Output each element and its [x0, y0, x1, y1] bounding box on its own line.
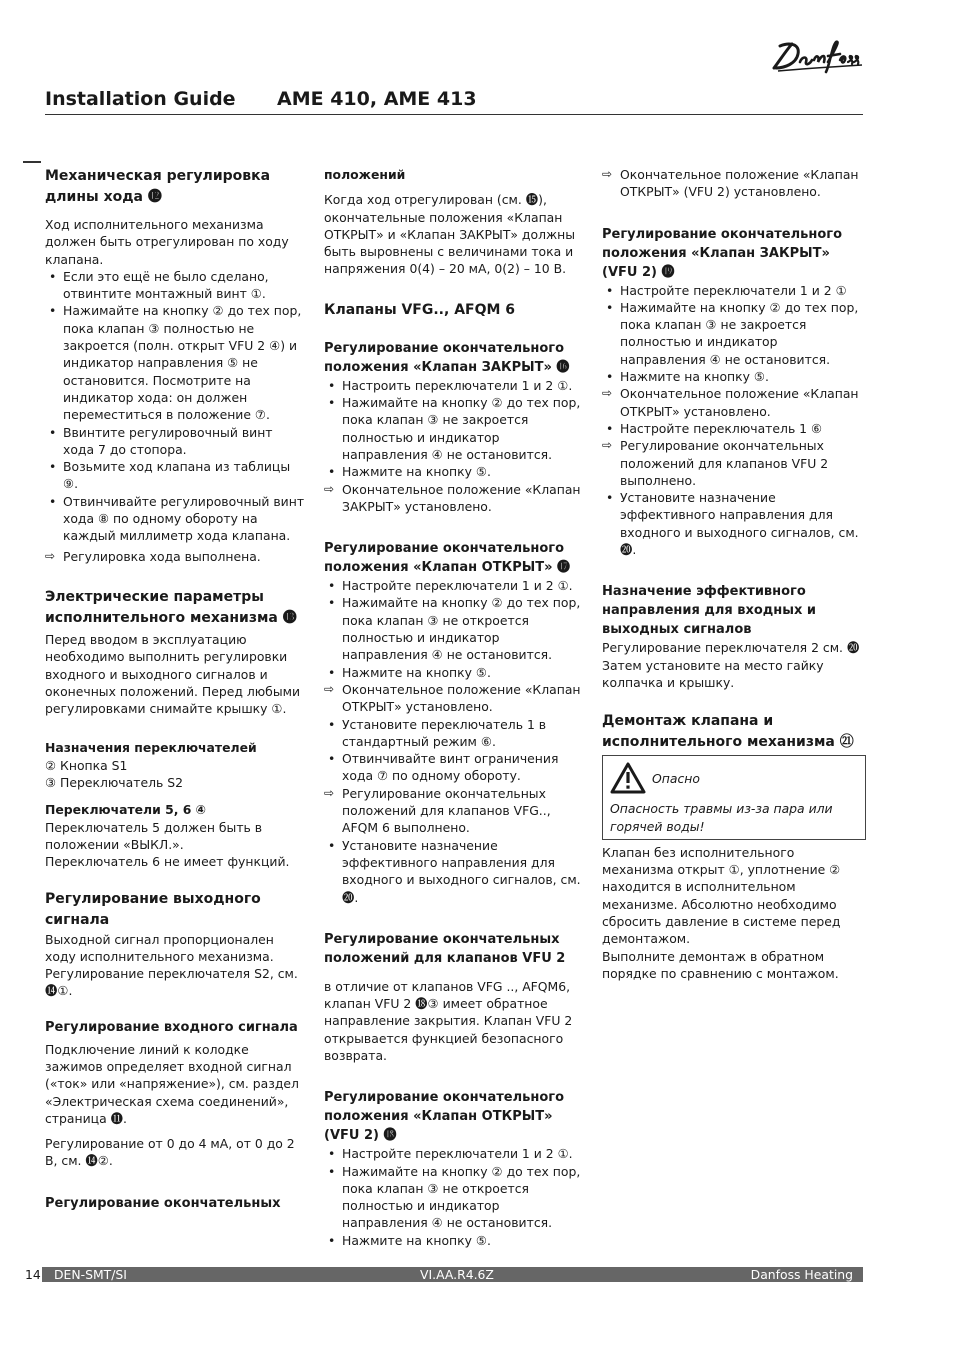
page-footer [23, 1267, 863, 1282]
title-installation-guide: Installation Guide [45, 88, 236, 110]
heading-dismantling: Демонтаж клапана и исполнительного механизма ㉑ [602, 713, 854, 751]
heading-output-signal: Регулирование выходного сигнала [45, 890, 261, 928]
result-item: ⇨ Окончательное положение «Клапан ЗАКРЫТ» установлено. [324, 481, 588, 516]
list-item: • Если это ещё не было сделано, отвинтите монтажный винт ①. [45, 268, 307, 303]
switch-line-2: ③ Переключатель S2 [45, 775, 183, 791]
result-item: ⇨ Окончательное положение «Клапан ОТКРЫТ» установлено. [324, 681, 588, 716]
footer-doc-number: VI.AA.R4.6Z [420, 1267, 494, 1282]
list-item: • Настроить переключатели 1 и 2 ①. [324, 377, 588, 394]
list-open-steps [324, 577, 588, 906]
heading-mechanical-stroke: Механическая регулировка длины хода ⓬ [45, 168, 271, 205]
heading-closed-position-vfu: Регулирование окончательного положения «Клапан ЗАКРЫТ» (VFU 2) ⓳ [602, 226, 843, 280]
list-item: • Нажмите на кнопку ⑤. [324, 463, 588, 480]
warning-triangle-icon [610, 762, 646, 794]
danger-warning-box [602, 755, 866, 840]
paragraph-electrical-params: Перед вводом в эксплуатацию необходимо выполнить регулировки входного и выходного сигналов и оконечных положений. Перед любыми регулировками снимайте крышку ①. [45, 631, 301, 717]
footer-code: DEN-SMT/SI [54, 1267, 127, 1282]
paragraph-output-signal: Выходной сигнал пропорционален ходу исполнительного механизма. Регулирование переключателя S2, см. ⓮①. [45, 931, 298, 999]
list-mechanical-steps [45, 268, 307, 565]
header-rule [45, 114, 863, 115]
list-item: • Настройте переключатели 1 и 2 ① [602, 282, 866, 299]
list-item: • Установите переключатель 1 в стандартный режим ⑥. [324, 716, 588, 751]
heading-closed-position: Регулирование окончательного положения «Клапан ЗАКРЫТ» ⓰ [324, 340, 570, 375]
heading-direction-assignment: Назначение эффективного направления для входных и выходных сигналов [602, 584, 817, 638]
warning-title: Опасно [652, 770, 700, 786]
title-model: AME 410, AME 413 [277, 88, 477, 110]
paragraph-mechanical-stroke: Ход исполнительного механизма должен быть отрегулирован по ходу клапана. [45, 217, 289, 267]
heading-valves-vfg: Клапаны VFG.., AFQM 6 [324, 301, 516, 318]
page-title [45, 88, 477, 110]
heading-open-position-vfu: Регулирование окончательного положения «Клапан ОТКРЫТ» (VFU 2) ⓲ [324, 1090, 565, 1144]
paragraph-input-signal-2: Регулирование от 0 до 4 мА, от 0 до 2 В, см. ⓮②. [45, 1136, 295, 1169]
switches-5-6-line-2: Переключатель 6 не имеет функций. [45, 854, 290, 870]
result-item: ⇨ Регулировка хода выполнена. [45, 548, 307, 565]
result-item: ⇨ Регулирование окончательных положений для клапанов VFU 2 выполнено. [602, 437, 866, 489]
paragraph-dismantling-2: Выполните демонтаж в обратном порядке по сравнению с монтажом. [602, 948, 839, 981]
list-item: • Возьмите ход клапана из таблицы ⑨. [45, 458, 307, 493]
paragraph-vfu: в отличие от клапанов VFG .., AFQM6, клапан VFU 2 ⓲③ имеет обратное направление закрытия. Клапан VFU 2 открывается функцией безопасного возврата. [324, 978, 573, 1063]
list-item: • Отвинчивайте винт ограничения хода ⑦ по одному обороту. [324, 750, 588, 785]
paragraph-direction-assignment: Регулирование переключателя 2 см. ⓴ Затем установите на место гайку колпачка и крышку. [602, 640, 860, 690]
list-item: • Ввинтите регулировочный винт хода 7 до стопора. [45, 424, 307, 459]
result-item: ⇨ Регулирование окончательных положений для клапанов VFG.., AFQM 6 выполнено. [324, 785, 588, 837]
heading-input-signal: Регулирование входного сигнала [45, 1019, 298, 1035]
footer-company: Danfoss Heating [750, 1267, 853, 1282]
warning-text: Опасность травмы из-за пара или горячей воды! [610, 801, 833, 834]
heading-end-positions: Регулирование окончательных [45, 1195, 281, 1211]
list-closed-steps [324, 377, 588, 515]
heading-vfu-end-positions: Регулирование окончательных положений для клапанов VFU 2 [324, 931, 566, 966]
list-item: • Нажмите на кнопку ⑤. [324, 1232, 588, 1249]
heading-switch-assignments: Назначения переключателей [45, 740, 257, 756]
list-item: • Установите назначение эффективного направления для входного и выходного сигналов, см. ⓴. [324, 837, 588, 906]
column-3 [602, 166, 866, 982]
switch-line-1: ② Кнопка S1 [45, 757, 128, 773]
danfoss-logo [770, 38, 866, 76]
column-1 [45, 166, 307, 1213]
paragraph-end-positions: Когда ход отрегулирован (см. ⓯), окончательные положения «Клапан ОТКРЫТ» и «Клапан ЗАКРЫТ» должны быть выровнены с величинами тока и напряжения 0(4) – 20 мА, 0(2) – 10 В. [324, 192, 576, 277]
list-open-vfu-steps [324, 1145, 588, 1249]
switches-5-6-line-1: Переключатель 5 должен быть в положении «ВЫКЛ.». [45, 819, 263, 852]
list-item: • Нажмите на кнопку ⑤. [602, 368, 866, 385]
page-number: 14 [25, 1267, 41, 1282]
list-item: • Нажимайте на кнопку ② до тех пор, пока клапан ③ не откроется полностью и индикатор направления ④ не остановится. [324, 1163, 588, 1232]
heading-open-position: Регулирование окончательного положения «Клапан ОТКРЫТ» ⓱ [324, 541, 570, 576]
list-item: • Нажимайте на кнопку ② до тех пор, пока клапан ③ не откроется полностью и индикатор направления ④ не остановится. [324, 594, 588, 663]
list-item: • Нажимайте на кнопку ② до тех пор, пока клапан ③ полностью не закроется (полн. открыт VFU 2 ④) и индикатор направления ⑤ не остановится. Посмотрите на индикатор хода: он должен переместиться в положение ⑦. [45, 302, 307, 423]
result-item: ⇨ Окончательное положение «Клапан ОТКРЫТ» установлено. [602, 385, 866, 420]
list-item: • Нажимайте на кнопку ② до тех пор, пока клапан ③ не закроется полностью и индикатор направления ④ не остановится. [602, 299, 866, 368]
heading-switches-5-6: Переключатели 5, 6 ④ [45, 802, 207, 818]
heading-end-positions-cont: положений [324, 167, 406, 182]
margin-mark [23, 161, 41, 163]
paragraph-dismantling-1: Клапан без исполнительного механизма открыт ①, уплотнение ② находится в исполнительном механизме. Абсолютно необходимо сбросить давление в системе перед демонтажом. [602, 844, 841, 947]
list-item: • Отвинчивайте регулировочный винт хода ⑧ по одному обороту на каждый миллиметр хода клапана. [45, 493, 307, 545]
list-open-vfu-result [602, 166, 866, 201]
paragraph-input-signal-1: Подключение линий к колодке зажимов определяет входной сигнал («ток» или «напряжение»), см. раздел «Электрическая схема соединений», страница ⓫. [45, 1041, 299, 1126]
list-closed-vfu-steps [602, 282, 866, 559]
column-2 [324, 166, 588, 1249]
list-item: • Установите назначение эффективного направления для входного и выходного сигналов, см. ⓴. [602, 489, 866, 558]
result-item: ⇨ Окончательное положение «Клапан ОТКРЫТ» (VFU 2) установлено. [602, 166, 866, 201]
list-item: • Настройте переключатели 1 и 2 ①. [324, 577, 588, 594]
list-item: • Настройте переключатели 1 и 2 ①. [324, 1145, 588, 1162]
list-item: • Нажмите на кнопку ⑤. [324, 664, 588, 681]
list-item: • Настройте переключатель 1 ⑥ [602, 420, 866, 437]
heading-electrical-params: Электрические параметры исполнительного механизма ⓭ [45, 588, 297, 626]
list-item: • Нажимайте на кнопку ② до тех пор, пока клапан ③ не закроется полностью и индикатор направления ④ не остановится. [324, 394, 588, 463]
